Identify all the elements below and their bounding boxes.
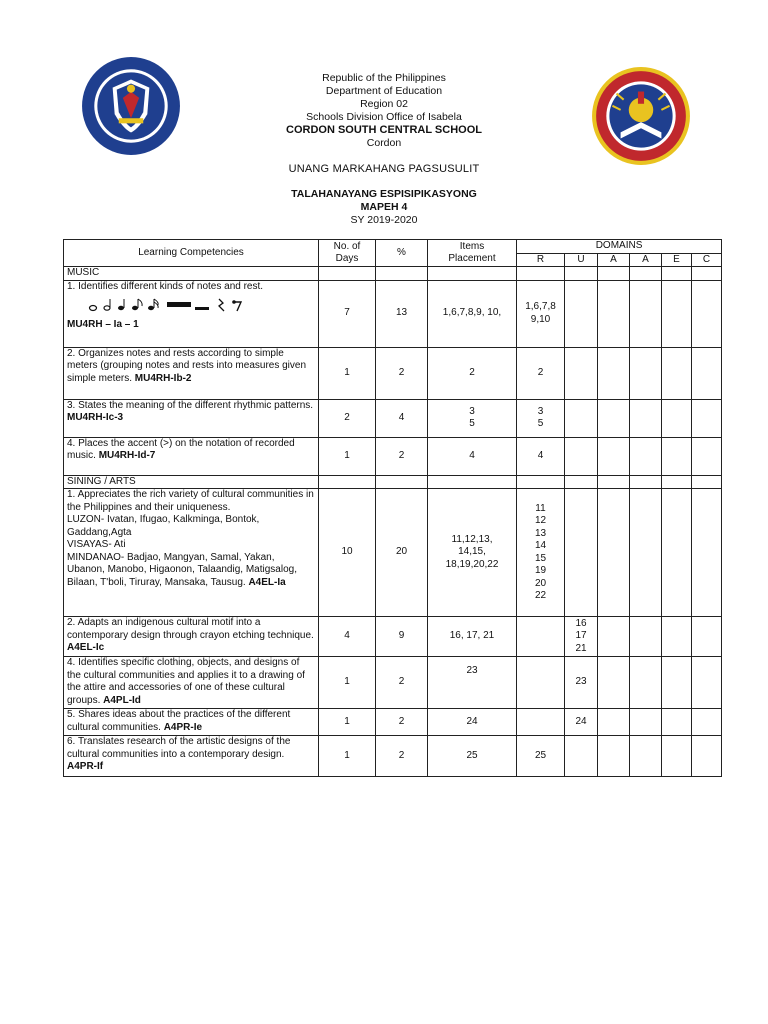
percent-cell: 2 bbox=[376, 437, 428, 475]
competency-code: A4EL-Ia bbox=[248, 576, 286, 588]
percent-cell: 20 bbox=[376, 489, 428, 617]
music-notes-icon bbox=[67, 297, 267, 313]
domain-r: R bbox=[517, 253, 565, 267]
domain-r-cell: 25 bbox=[517, 736, 565, 777]
domain-u-cell: 16 17 21 bbox=[565, 617, 598, 657]
section-row bbox=[64, 475, 722, 489]
table-row bbox=[64, 399, 722, 437]
items-cell: 25 bbox=[428, 736, 517, 777]
percent-cell: 2 bbox=[376, 736, 428, 777]
domain-a2: A bbox=[630, 253, 662, 267]
competency-text: 4. Identifies specific clothing, objects, and designs of the cultural communities and applies it to a drawing of the attire and accessories of one of these cultural groups. bbox=[67, 657, 305, 706]
competency-code: A4EL-Ic bbox=[67, 642, 105, 653]
competency-text: 2. Adapts an indigenous cultural motif into a contemporary design through crayon etching technique. bbox=[67, 617, 314, 641]
days-cell: 4 bbox=[319, 617, 376, 657]
school-year: SY 2019-2020 bbox=[350, 214, 418, 226]
domain-r-cell bbox=[517, 657, 565, 709]
header-items: Items Placement bbox=[428, 240, 517, 267]
items-cell: 23 bbox=[428, 657, 517, 709]
items-cell: 24 bbox=[428, 709, 517, 736]
section-label: MUSIC bbox=[64, 267, 319, 281]
days-cell: 1 bbox=[319, 736, 376, 777]
competency-text: 1. Appreciates the rich variety of cultural communities in the Philippines and their uniqueness. LUZON- Ivatan, Ifugao, Kalkminga, Bontok, Gaddang,Agta VISAYAS- Ati MINDANAO- Badjao, Mangyan, Samal, Yakan, Ubanon, Manobo, Higaonon, Talaandig, Matigsalog, Bilaan, T'boli, Tiruray, Mansaka, Tausug. bbox=[67, 489, 314, 588]
competency-cell bbox=[64, 280, 319, 347]
domain-u-cell bbox=[565, 280, 598, 347]
items-cell: 4 bbox=[428, 437, 517, 475]
domain-r-cell: 3 5 bbox=[517, 399, 565, 437]
letterhead bbox=[0, 72, 768, 150]
header-line: Republic of the Philippines bbox=[322, 72, 446, 84]
competency-cell bbox=[64, 736, 319, 777]
days-cell: 1 bbox=[319, 657, 376, 709]
domain-u-cell bbox=[565, 347, 598, 399]
domain-u-cell: 23 bbox=[565, 657, 598, 709]
competency-code: MU4RH-Ic-3 bbox=[67, 412, 124, 423]
header-percent: % bbox=[376, 240, 428, 267]
domain-a1: A bbox=[598, 253, 630, 267]
competency-cell bbox=[64, 709, 319, 736]
table-row bbox=[64, 657, 722, 709]
table-row bbox=[64, 280, 722, 347]
domain-u-cell bbox=[565, 437, 598, 475]
competency-cell bbox=[64, 437, 319, 475]
competency-code: MU4RH-Id-7 bbox=[98, 450, 156, 461]
exam-title: UNANG MARKAHANG PAGSUSULIT bbox=[288, 163, 480, 175]
percent-cell: 2 bbox=[376, 347, 428, 399]
items-cell: 11,12,13, 14,15, 18,19,20,22 bbox=[428, 489, 517, 617]
header-competencies: Learning Competencies bbox=[64, 240, 319, 267]
domain-u-cell bbox=[565, 399, 598, 437]
subject-title: MAPEH 4 bbox=[360, 201, 408, 213]
domain-r-cell: 4 bbox=[517, 437, 565, 475]
days-cell: 2 bbox=[319, 399, 376, 437]
table-row bbox=[64, 617, 722, 657]
percent-cell: 4 bbox=[376, 399, 428, 437]
competency-code: MU4RH – Ia – 1 bbox=[67, 319, 139, 330]
competency-code: MU4RH-Ib-2 bbox=[134, 372, 192, 384]
document-title: TALAHANAYANG ESPISIPIKASYONG bbox=[291, 188, 477, 200]
domain-u: U bbox=[565, 253, 598, 267]
competency-cell bbox=[64, 617, 319, 657]
domain-u-cell bbox=[565, 736, 598, 777]
percent-cell: 2 bbox=[376, 709, 428, 736]
competency-text: 6. Translates research of the artistic designs of the cultural communities into a contemporary design. bbox=[67, 736, 291, 760]
domain-r-cell: 11 12 13 14 15 19 20 22 bbox=[517, 489, 565, 617]
competency-code: A4PR-If bbox=[67, 761, 104, 772]
table-row bbox=[64, 709, 722, 736]
table-row bbox=[64, 489, 722, 617]
competency-code: A4PL-Id bbox=[103, 694, 141, 706]
domain-e: E bbox=[662, 253, 692, 267]
header-days: No. of Days bbox=[319, 240, 376, 267]
domain-r-cell: 1,6,7,8 9,10 bbox=[517, 280, 565, 347]
competency-cell bbox=[64, 657, 319, 709]
header-line: Department of Education bbox=[325, 85, 443, 97]
days-cell: 1 bbox=[319, 347, 376, 399]
competency-text: 1. Identifies different kinds of notes and rest. bbox=[67, 280, 264, 292]
table-row bbox=[64, 736, 722, 777]
competency-text: 2. Organizes notes and rests according to simple meters (grouping notes and rests into measures given simple meters. bbox=[67, 347, 307, 384]
domain-u-cell bbox=[565, 489, 598, 617]
days-cell: 1 bbox=[319, 709, 376, 736]
days-cell: 10 bbox=[319, 489, 376, 617]
days-cell: 1 bbox=[319, 437, 376, 475]
domain-u-cell: 24 bbox=[565, 709, 598, 736]
competency-code: A4PR-Ie bbox=[163, 721, 203, 733]
percent-cell: 2 bbox=[376, 657, 428, 709]
domain-r-cell bbox=[517, 617, 565, 657]
percent-cell: 13 bbox=[376, 280, 428, 347]
competency-text: 5. Shares ideas about the practices of the different cultural communities. bbox=[67, 709, 291, 733]
domain-r-cell bbox=[517, 709, 565, 736]
percent-cell: 9 bbox=[376, 617, 428, 657]
header-line: Region 02 bbox=[360, 98, 408, 110]
document-titles bbox=[0, 188, 768, 227]
competency-text: 4. Places the accent (>) on the notation of recorded music. bbox=[67, 437, 295, 461]
items-cell: 16, 17, 21 bbox=[428, 617, 517, 657]
days-cell: 7 bbox=[319, 280, 376, 347]
specification-table bbox=[63, 239, 722, 777]
items-cell: 3 5 bbox=[428, 399, 517, 437]
header-domains: DOMAINS bbox=[517, 240, 722, 254]
table-row bbox=[64, 347, 722, 399]
section-label: SINING / ARTS bbox=[64, 475, 319, 489]
town-name: Cordon bbox=[366, 137, 402, 149]
items-cell: 1,6,7,8,9, 10, bbox=[428, 280, 517, 347]
competency-text: 3. States the meaning of the different rhythmic patterns. bbox=[67, 399, 314, 411]
domain-c: C bbox=[692, 253, 722, 267]
competency-cell bbox=[64, 399, 319, 437]
section-row bbox=[64, 267, 722, 281]
competency-cell bbox=[64, 347, 319, 399]
competency-cell bbox=[64, 489, 319, 617]
header-line: Schools Division Office of Isabela bbox=[306, 111, 462, 123]
items-cell: 2 bbox=[428, 347, 517, 399]
table-row bbox=[64, 437, 722, 475]
domain-r-cell: 2 bbox=[517, 347, 565, 399]
school-name: CORDON SOUTH CENTRAL SCHOOL bbox=[286, 124, 482, 136]
